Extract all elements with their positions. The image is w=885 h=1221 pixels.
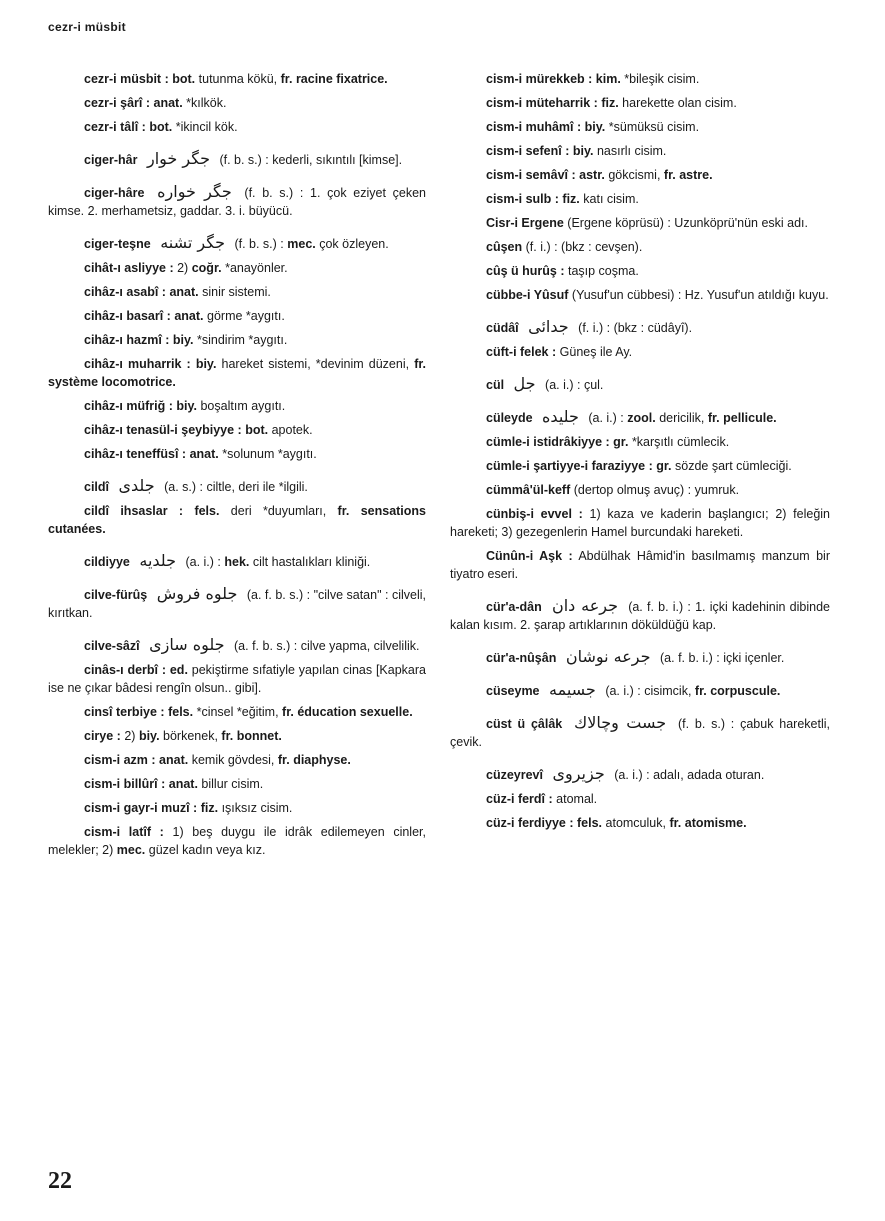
entry-definition: *kılkök.: [186, 96, 227, 110]
entry-definition-tail: atomisme.: [684, 816, 747, 830]
entry-field-abbreviation: gr.: [656, 459, 672, 473]
entry-headword: cism-i mürekkeb :: [486, 72, 593, 86]
entry-abbreviation: fr.: [280, 72, 293, 86]
entry-headword: cihâz-ı teneffüsî :: [84, 447, 187, 461]
entry-field-abbreviation: ed.: [169, 663, 188, 677]
entry-field-abbreviation: biy.: [195, 357, 217, 371]
entry-definition-tail: bonnet.: [236, 729, 282, 743]
entry-definition: harekette olan cisim.: [622, 96, 737, 110]
dictionary-entry: [450, 70, 830, 88]
entry-definition: boşaltım aygıtı.: [200, 399, 286, 413]
entry-headword: cümle-i istidrâkiyye :: [486, 435, 610, 449]
dictionary-entry: [48, 477, 426, 496]
dictionary-entry: [450, 190, 830, 208]
entry-arabic-script: جگر خوار: [146, 149, 210, 168]
entry-definition: sinir sistemi.: [202, 285, 271, 299]
entry-definition: (f. b. s.) : kederli, sıkıntılı [kimse].: [219, 153, 403, 167]
dictionary-entry: [48, 94, 426, 112]
dictionary-entry: [48, 70, 426, 88]
dictionary-entry: [450, 481, 830, 499]
entry-headword: cildî: [84, 480, 110, 494]
entry-definition: (a. f. b. i.) : 1. içki kadehinin dibinde kalan kısım. 2. şarap artıklarının döküldüğü kap.: [450, 600, 830, 632]
dictionary-entry: [450, 318, 830, 337]
entry-definition: tutunma kökü,: [198, 72, 278, 86]
dictionary-entry: [48, 150, 426, 169]
entry-field-abbreviation: bot.: [149, 120, 173, 134]
entry-arabic-script: جزيروى: [552, 764, 605, 783]
entry-definition: (f. b. s.) : çabuk hareketli, çevik.: [450, 717, 830, 749]
entry-headword: ciger-hâre: [84, 186, 145, 200]
entry-headword: cildî ihsaslar :: [84, 504, 184, 518]
dictionary-entry: [48, 585, 426, 622]
entry-headword: cihâz-ı muharrik :: [84, 357, 191, 371]
entry-headword: cezr-i şârî :: [84, 96, 151, 110]
entry-definition-tail: sensations cutanées.: [48, 504, 427, 536]
entry-definition-tail: güzel kadın veya kız.: [148, 843, 266, 857]
entry-definition-tail: çok özleyen.: [319, 237, 389, 251]
entry-definition: (a. f. b. s.) : cilve yapma, cilvelilik.: [234, 639, 420, 653]
entry-abbreviation: zool.: [627, 411, 656, 425]
entry-definition-tail: corpuscule.: [710, 684, 781, 698]
entry-definition: *bileşik cisim.: [624, 72, 700, 86]
entry-headword: cümmâ'ül-keff: [486, 483, 571, 497]
dictionary-entry: [450, 790, 830, 808]
dictionary-entry: [48, 234, 426, 253]
entry-arabic-script: جليده: [542, 407, 579, 426]
dictionary-entry: [450, 166, 830, 184]
entry-definition-tail: astre.: [679, 168, 713, 182]
entry-field-abbreviation: anat.: [153, 96, 183, 110]
entry-field-abbreviation: fels.: [194, 504, 220, 518]
entry-definition: 2): [177, 261, 189, 275]
entry-headword: cilve-fürûş: [84, 588, 148, 602]
entry-arabic-script: جگر خواره: [157, 182, 232, 201]
entry-field-abbreviation: bot.: [172, 72, 196, 86]
entry-field-abbreviation: fiz.: [200, 801, 219, 815]
entry-headword: cildiyye: [84, 555, 130, 569]
entry-headword: cüleyde: [486, 411, 533, 425]
entry-abbreviation: fr.: [337, 504, 350, 518]
entry-headword: Cisr-i Ergene: [486, 216, 564, 230]
entry-definition: apotek.: [271, 423, 313, 437]
entry-arabic-script: جل: [513, 374, 536, 393]
entry-field-abbreviation: astr.: [579, 168, 605, 182]
entry-headword: cül: [486, 378, 505, 392]
entry-headword: cüzeyrevî: [486, 768, 543, 782]
dictionary-entry: [48, 661, 426, 697]
entry-definition-tail: pellicule.: [723, 411, 777, 425]
entry-headword: cinsî terbiye :: [84, 705, 165, 719]
entry-definition: gökcismi,: [608, 168, 661, 182]
entry-headword: cümle-i şartiyye-i faraziyye :: [486, 459, 653, 473]
entry-abbreviation: coğr.: [191, 261, 222, 275]
dictionary-entry: [48, 183, 426, 220]
entry-definition: sözde şart cümleciği.: [675, 459, 792, 473]
entry-arabic-script: جلوه سازى: [149, 635, 225, 654]
entry-arabic-script: جرعه نوشان: [565, 647, 651, 666]
entry-arabic-script: جست وچالاك: [574, 713, 667, 732]
entry-headword: cism-i billûrî :: [84, 777, 166, 791]
dictionary-entry: [450, 94, 830, 112]
entry-abbreviation: fr.: [414, 357, 426, 371]
entry-definition: (a. i.) :: [588, 411, 624, 425]
entry-definition: *ikincil kök.: [175, 120, 238, 134]
entry-definition: görme *aygıtı.: [207, 309, 285, 323]
dictionary-entry: [450, 408, 830, 427]
entry-headword: cihâz-ı basarî :: [84, 309, 171, 323]
entry-definition: (a. s.) : ciltle, deri ile *ilgili.: [164, 480, 308, 494]
entry-headword: cihâz-ı asabî :: [84, 285, 166, 299]
entry-headword: cism-i müteharrik :: [486, 96, 598, 110]
entry-abbreviation: fr.: [707, 411, 720, 425]
dictionary-entry: [48, 751, 426, 769]
entry-definition: (dertop olmuş avuç) : yumruk.: [573, 483, 740, 497]
dictionary-entry: [48, 703, 426, 721]
entry-headword: cüst ü çâlâk: [486, 717, 563, 731]
entry-arabic-script: جلوه فروش: [156, 584, 238, 603]
dictionary-entry: [48, 421, 426, 439]
entry-arabic-script: جدائى: [528, 317, 569, 336]
entry-arabic-script: جگر تشنه: [160, 233, 225, 252]
entry-headword: cübbe-i Yûsuf: [486, 288, 569, 302]
entry-definition-tail: *anayönler.: [225, 261, 288, 275]
entry-field-abbreviation: kim.: [595, 72, 621, 86]
entry-arabic-script: جرعه دان: [551, 596, 618, 615]
entry-headword: ciger-teşne: [84, 237, 151, 251]
entry-definition-tail: éducation sexuelle.: [297, 705, 413, 719]
entry-abbreviation: fr.: [669, 816, 682, 830]
entry-field-abbreviation: biy.: [584, 120, 606, 134]
entry-field-abbreviation: bot.: [245, 423, 269, 437]
entry-definition: billur cisim.: [201, 777, 264, 791]
entry-headword: cezr-i müsbit :: [84, 72, 169, 86]
dictionary-entry: [450, 597, 830, 634]
entry-field-abbreviation: fiz.: [562, 192, 580, 206]
dictionary-entry: [48, 552, 426, 571]
dictionary-entry: [450, 375, 830, 394]
entry-definition-tail: dericilik,: [659, 411, 705, 425]
entry-abbreviation: fr.: [282, 705, 294, 719]
entry-definition: 2): [124, 729, 136, 743]
entry-field-abbreviation: anat.: [169, 285, 199, 299]
entry-definition-tail: cilt hastalıkları kliniği.: [252, 555, 371, 569]
entry-field-abbreviation: fels.: [577, 816, 603, 830]
entry-headword: cünbiş-i evvel :: [486, 507, 583, 521]
entry-headword: cism-i sefenî :: [486, 144, 570, 158]
entry-definition: (f. b. s.) :: [234, 237, 284, 251]
dictionary-entry: [48, 355, 426, 391]
dictionary-entry: [450, 262, 830, 280]
entry-definition: Abdülhak Hâmid'in basılmamış manzum bir tiyatro eseri.: [450, 549, 830, 581]
dictionary-entry: [450, 238, 830, 256]
dictionary-entry: [450, 457, 830, 475]
entry-headword: cism-i semâvî :: [486, 168, 576, 182]
entry-definition: katı cisim.: [583, 192, 639, 206]
entry-headword: cism-i gayr-i muzî :: [84, 801, 198, 815]
entry-abbreviation: fr.: [277, 753, 290, 767]
entry-field-abbreviation: gr.: [613, 435, 629, 449]
entry-definition: (Ergene köprüsü) : Uzunköprü'nün eski adı.: [567, 216, 809, 230]
entry-definition: ışıksız cisim.: [221, 801, 293, 815]
entry-headword: cism-i sulb :: [486, 192, 559, 206]
entry-abbreviation: biy.: [138, 729, 160, 743]
entry-headword: cinâs-ı derbî :: [84, 663, 167, 677]
entry-definition: Güneş ile Ay.: [559, 345, 633, 359]
dictionary-entry: [450, 118, 830, 136]
entry-headword: cihâz-ı hazmî :: [84, 333, 170, 347]
entry-arabic-script: جسيمه: [549, 680, 596, 699]
entry-headword: cûş ü hurûş :: [486, 264, 565, 278]
dictionary-entry: [450, 214, 830, 232]
entry-definition: (Yusuf'un cübbesi) : Hz. Yusuf'un atıldığı kuyu.: [571, 288, 829, 302]
entry-headword: cezr-i tâlî :: [84, 120, 146, 134]
entry-headword: cihâz-ı tenasül-i şeybiyye :: [84, 423, 242, 437]
left-column: [48, 70, 426, 865]
entry-definition: taşıp coşma.: [567, 264, 639, 278]
entry-abbreviation: mec.: [116, 843, 146, 857]
entry-headword: Cünûn-i Aşk :: [486, 549, 573, 563]
entry-headword: cirye :: [84, 729, 121, 743]
dictionary-entry: [450, 433, 830, 451]
right-column: [450, 70, 830, 838]
entry-definition: hareket sistemi, *devinim düzeni,: [221, 357, 410, 371]
entry-field-abbreviation: fiz.: [601, 96, 619, 110]
entry-headword: ciger-hâr: [84, 153, 138, 167]
entry-headword: cihâz-ı müfriğ :: [84, 399, 173, 413]
entry-headword: cüz-i ferdî :: [486, 792, 553, 806]
entry-definition: (a. i.) : adalı, adada oturan.: [614, 768, 765, 782]
entry-definition: *karşıtlı cümlecik.: [631, 435, 730, 449]
entry-definition-tail: système locomotrice.: [48, 375, 176, 389]
dictionary-entry: [450, 505, 830, 541]
entry-definition: (a. i.) :: [185, 555, 221, 569]
dictionary-entry: [450, 814, 830, 832]
entry-definition: nasırlı cisim.: [596, 144, 667, 158]
entry-definition: atomal.: [556, 792, 598, 806]
dictionary-entry: [450, 681, 830, 700]
page-number: 22: [48, 1168, 72, 1194]
entry-definition: (f. b. s.) : 1. çok eziyet çeken kimse. 2. merhametsiz, gaddar. 3. i. büyücü.: [48, 186, 426, 218]
entry-arabic-script: جلدى: [118, 476, 155, 495]
entry-definition-tail: diaphyse.: [293, 753, 351, 767]
dictionary-entry: [450, 343, 830, 361]
entry-field-abbreviation: anat.: [189, 447, 219, 461]
dictionary-entry: [48, 502, 426, 538]
entry-definition: *solunum *aygıtı.: [222, 447, 317, 461]
entry-arabic-script: جلديه: [139, 551, 176, 570]
entry-headword: cism-i azm :: [84, 753, 156, 767]
dictionary-entry: [450, 547, 830, 583]
dictionary-entry: [48, 445, 426, 463]
entry-field-abbreviation: anat.: [168, 777, 198, 791]
entry-definition: 1) kaza ve kaderin başlangıcı; 2) feleğin hareketi; 3) gezegenlerin Hamel burcundaki hareketi.: [450, 507, 830, 539]
entry-definition-tail: racine fixatrice.: [295, 72, 388, 86]
entry-definition: pekiştirme sıfatiyle yapılan cinas [Kapkara ise ne çıkar bâdesi rengîn olsun.. gibi].: [48, 663, 426, 695]
entry-headword: cüft-i felek :: [486, 345, 557, 359]
entry-field-abbreviation: biy.: [572, 144, 594, 158]
entry-definition: *sindirim *aygıtı.: [197, 333, 288, 347]
running-header: cezr-i müsbit: [48, 20, 126, 34]
entry-headword: cism-i muhâmî :: [486, 120, 582, 134]
entry-headword: cûşen: [486, 240, 523, 254]
entry-definition: (f. i.) : (bkz : cüdâyî).: [578, 321, 693, 335]
entry-definition-tail: börkenek,: [163, 729, 218, 743]
entry-headword: cür'a-nûşân: [486, 651, 557, 665]
dictionary-entry: [48, 118, 426, 136]
dictionary-entry: [450, 765, 830, 784]
entry-field-abbreviation: anat.: [159, 753, 189, 767]
dictionary-entry: [450, 714, 830, 751]
entry-headword: cilve-sâzî: [84, 639, 140, 653]
dictionary-entry: [48, 259, 426, 277]
entry-definition: (a. f. b. s.) : "cilve satan" : cilveli, kırıtkan.: [48, 588, 426, 620]
dictionary-entry: [48, 727, 426, 745]
entry-abbreviation: fr.: [221, 729, 234, 743]
entry-definition: (a. i.) : çul.: [545, 378, 604, 392]
dictionary-entry: [450, 142, 830, 160]
entry-definition: (f. i.) : (bkz : cevşen).: [525, 240, 643, 254]
entry-field-abbreviation: biy.: [176, 399, 197, 413]
entry-definition: (a. f. b. i.) : içki içenler.: [660, 651, 785, 665]
entry-definition: deri *duyumları,: [230, 504, 327, 518]
entry-headword: cihât-ı asliyye :: [84, 261, 174, 275]
entry-field-abbreviation: anat.: [174, 309, 204, 323]
dictionary-entry: [48, 331, 426, 349]
entry-definition: 1) beş duygu ile idrâk edilemeyen cinler, melekler; 2): [48, 825, 426, 857]
dictionary-entry: [48, 283, 426, 301]
dictionary-entry: [450, 286, 830, 304]
entry-definition: atomculuk,: [605, 816, 666, 830]
dictionary-entry: [48, 799, 426, 817]
entry-field-abbreviation: fels.: [168, 705, 194, 719]
entry-headword: cüz-i ferdiyye :: [486, 816, 574, 830]
dictionary-entry: [48, 397, 426, 415]
entry-definition: kemik gövdesi,: [191, 753, 275, 767]
entry-abbreviation: hek.: [224, 555, 250, 569]
entry-headword: cür'a-dân: [486, 600, 542, 614]
dictionary-entry: [450, 648, 830, 667]
dictionary-entry: [48, 636, 426, 655]
entry-abbreviation: mec.: [287, 237, 316, 251]
entry-headword: cüdâî: [486, 321, 519, 335]
dictionary-entry: [48, 823, 426, 859]
entry-definition: (a. i.) : cisimcik,: [605, 684, 692, 698]
entry-field-abbreviation: biy.: [172, 333, 194, 347]
entry-abbreviation: fr.: [694, 684, 707, 698]
entry-abbreviation: fr.: [663, 168, 676, 182]
entry-definition: *sümüksü cisim.: [608, 120, 700, 134]
entry-headword: cüseyme: [486, 684, 540, 698]
dictionary-entry: [48, 775, 426, 793]
entry-definition: *cinsel *eğitim,: [196, 705, 279, 719]
entry-headword: cism-i latîf :: [84, 825, 164, 839]
dictionary-entry: [48, 307, 426, 325]
